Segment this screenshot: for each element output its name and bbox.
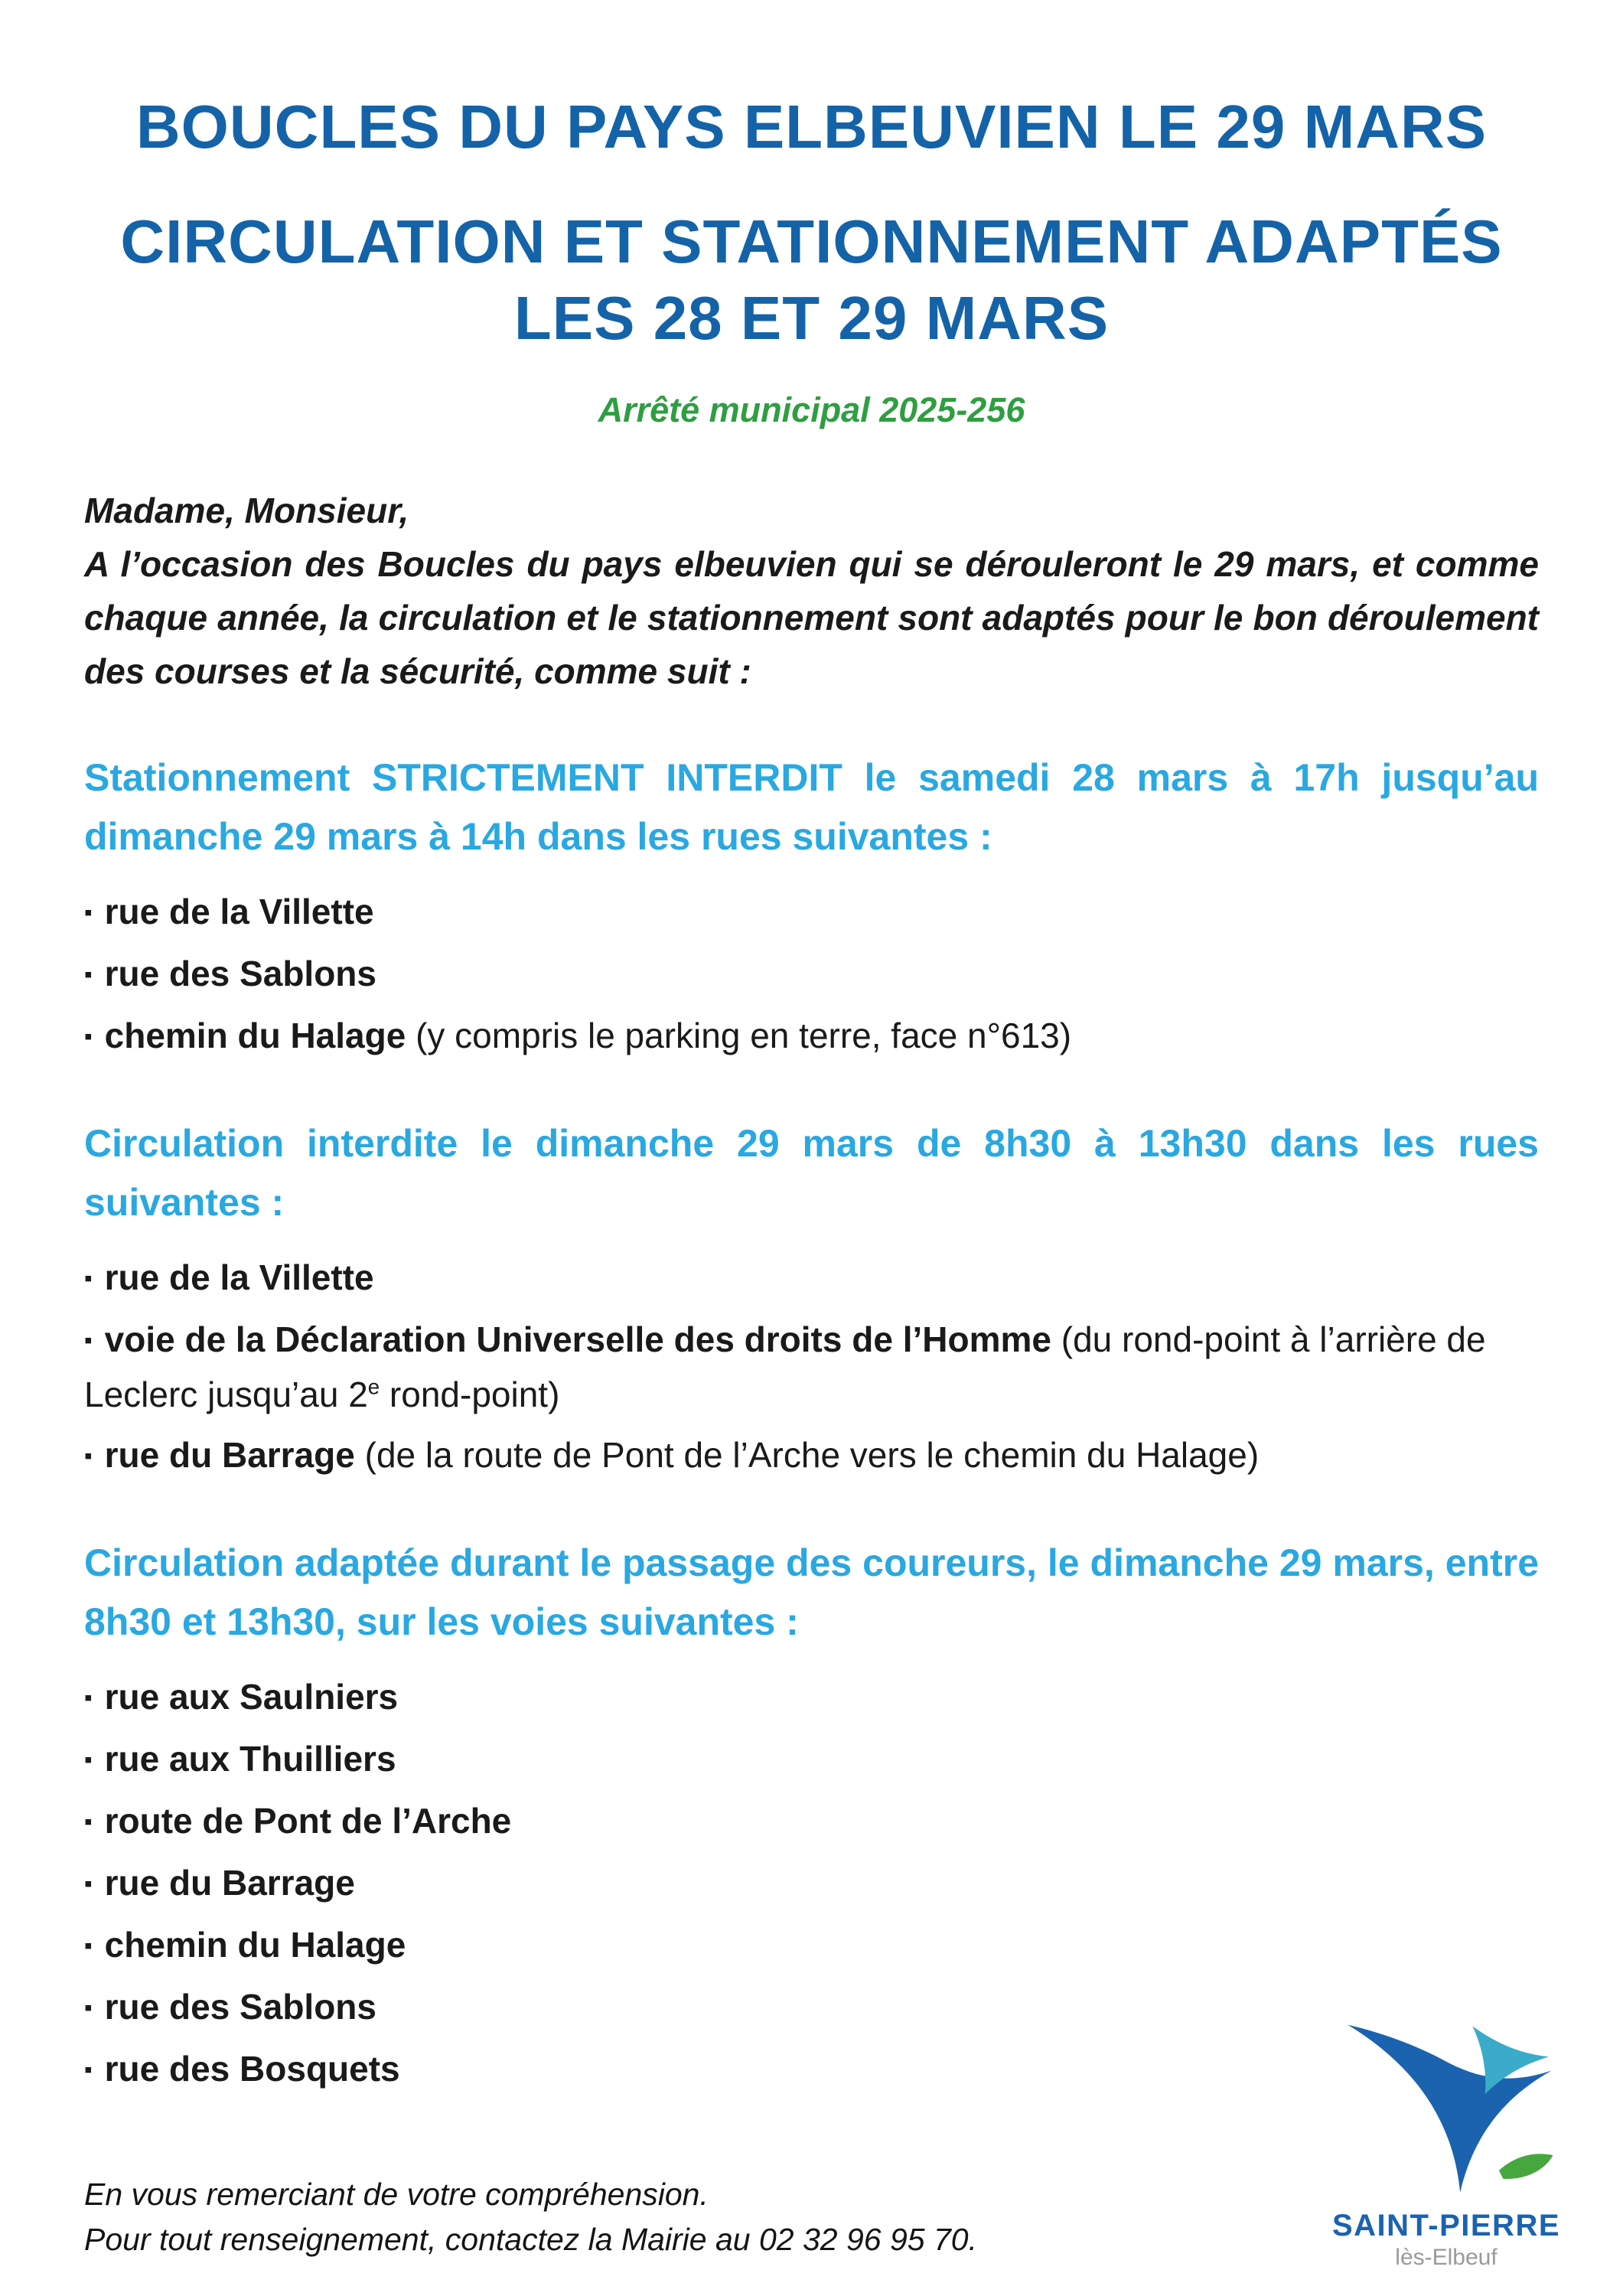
street-name-text: chemin du Halage bbox=[104, 1925, 406, 1965]
street-list-item bbox=[84, 1670, 1539, 1725]
section-heading-traffic-adapted: Circulation adaptée durant le passage des coureurs, le dimanche 29 mars, entre 8h30 et 13h30, sur les voies suivantes : bbox=[84, 1541, 1539, 1643]
bullet-square-icon: ▪ bbox=[84, 1685, 93, 1711]
subtitle-line-2: LES 28 ET 29 MARS bbox=[513, 284, 1110, 352]
street-list-item bbox=[84, 1313, 1539, 1421]
section-heading-parking: Stationnement STRICTEMENT INTERDIT le samedi 28 mars à 17h jusqu’au dimanche 29 mars à 14h dans les rues suivantes : bbox=[84, 756, 1539, 858]
page-subtitle-heading bbox=[84, 204, 1539, 357]
street-list-item bbox=[84, 1428, 1539, 1483]
street-detail-text: (y compris le parking en terre, face n°613) bbox=[406, 1016, 1072, 1055]
street-detail-text: (de la route de Pont de l’Arche vers le chemin du Halage) bbox=[354, 1435, 1260, 1475]
street-name-text: rue des Sablons bbox=[104, 1987, 376, 2027]
bullet-square-icon: ▪ bbox=[84, 1024, 93, 1049]
bullet-square-icon: ▪ bbox=[84, 1266, 93, 1291]
bullet-square-icon: ▪ bbox=[84, 2057, 93, 2082]
street-name-text: chemin du Halage bbox=[104, 1016, 406, 1055]
street-list-item bbox=[84, 1251, 1539, 1306]
section-traffic-adapted bbox=[84, 1534, 1539, 2097]
bullet-square-icon: ▪ bbox=[84, 1995, 93, 2020]
saint-pierre-logo bbox=[1320, 2016, 1572, 2272]
footer-text bbox=[84, 2172, 977, 2262]
street-detail-text: rond-point) bbox=[380, 1375, 560, 1414]
municipal-decree-reference: Arrêté municipal 2025-256 bbox=[598, 390, 1025, 429]
street-name-text: rue des Sablons bbox=[104, 954, 376, 993]
section-traffic-forbidden bbox=[84, 1114, 1539, 1483]
bullet-square-icon: ▪ bbox=[84, 1809, 93, 1835]
bullet-square-icon: ▪ bbox=[84, 1933, 93, 1958]
section-parking-forbidden bbox=[84, 748, 1539, 1064]
street-list-item bbox=[84, 885, 1539, 940]
street-detail-text: e bbox=[367, 1375, 380, 1399]
street-list-item bbox=[84, 1009, 1539, 1064]
street-name-text: rue du Barrage bbox=[104, 1435, 355, 1475]
bullet-square-icon: ▪ bbox=[84, 962, 93, 987]
street-name-text: voie de la Déclaration Universelle des droits de l’Homme bbox=[104, 1319, 1051, 1359]
street-list-traffic-forbidden bbox=[84, 1251, 1539, 1483]
street-name-text: rue aux Thuilliers bbox=[104, 1739, 396, 1779]
bullet-square-icon: ▪ bbox=[84, 1871, 93, 1896]
bullet-square-icon: ▪ bbox=[84, 1328, 93, 1353]
street-name-text: rue aux Saulniers bbox=[104, 1677, 399, 1717]
street-list-item bbox=[84, 1732, 1539, 1787]
subtitle-line-1: CIRCULATION ET STATIONNEMENT ADAPTÉS bbox=[120, 207, 1503, 276]
street-list-item bbox=[84, 1856, 1539, 1911]
street-list-item bbox=[84, 1918, 1539, 1973]
footer-line-thanks: En vous remerciant de votre compréhension. bbox=[84, 2177, 709, 2212]
bullet-square-icon: ▪ bbox=[84, 1443, 93, 1469]
street-name-text: route de Pont de l’Arche bbox=[104, 1801, 512, 1841]
bullet-square-icon: ▪ bbox=[84, 900, 93, 925]
street-name-text: rue du Barrage bbox=[104, 1863, 355, 1903]
page-title: BOUCLES DU PAYS ELBEUVIEN LE 29 MARS bbox=[135, 93, 1488, 161]
logo-city-subname: lès-Elbeuf bbox=[1395, 2245, 1498, 2270]
street-detail-text: (du rond-point à l’arrière de Leclerc jusqu’au 2 bbox=[84, 1319, 1486, 1414]
street-name-text: rue de la Villette bbox=[104, 892, 374, 931]
street-list-item bbox=[84, 947, 1539, 1002]
street-list-parking bbox=[84, 885, 1539, 1064]
logo-city-name: SAINT-PIERRE bbox=[1331, 2209, 1561, 2242]
bird-logo-icon bbox=[1335, 2016, 1557, 2206]
intro-paragraph: A l’occasion des Boucles du pays elbeuvien qui se dérouleront le 29 mars, et comme chaque année, la circulation et le stationnement sont adaptés pour le bon déroulement des courses et la sécurité, comme suit : bbox=[84, 544, 1539, 691]
bullet-square-icon: ▪ bbox=[84, 1747, 93, 1773]
street-name-text: rue des Bosquets bbox=[104, 2049, 400, 2089]
street-list-item bbox=[84, 1794, 1539, 1849]
street-name-text: rue de la Villette bbox=[104, 1257, 374, 1297]
section-heading-traffic-forbidden: Circulation interdite le dimanche 29 mars de 8h30 à 13h30 dans les rues suivantes : bbox=[84, 1122, 1539, 1224]
footer-line-contact: Pour tout renseignement, contactez la Mairie au 02 32 96 95 70. bbox=[84, 2222, 977, 2257]
greeting-text: Madame, Monsieur, bbox=[84, 491, 409, 530]
